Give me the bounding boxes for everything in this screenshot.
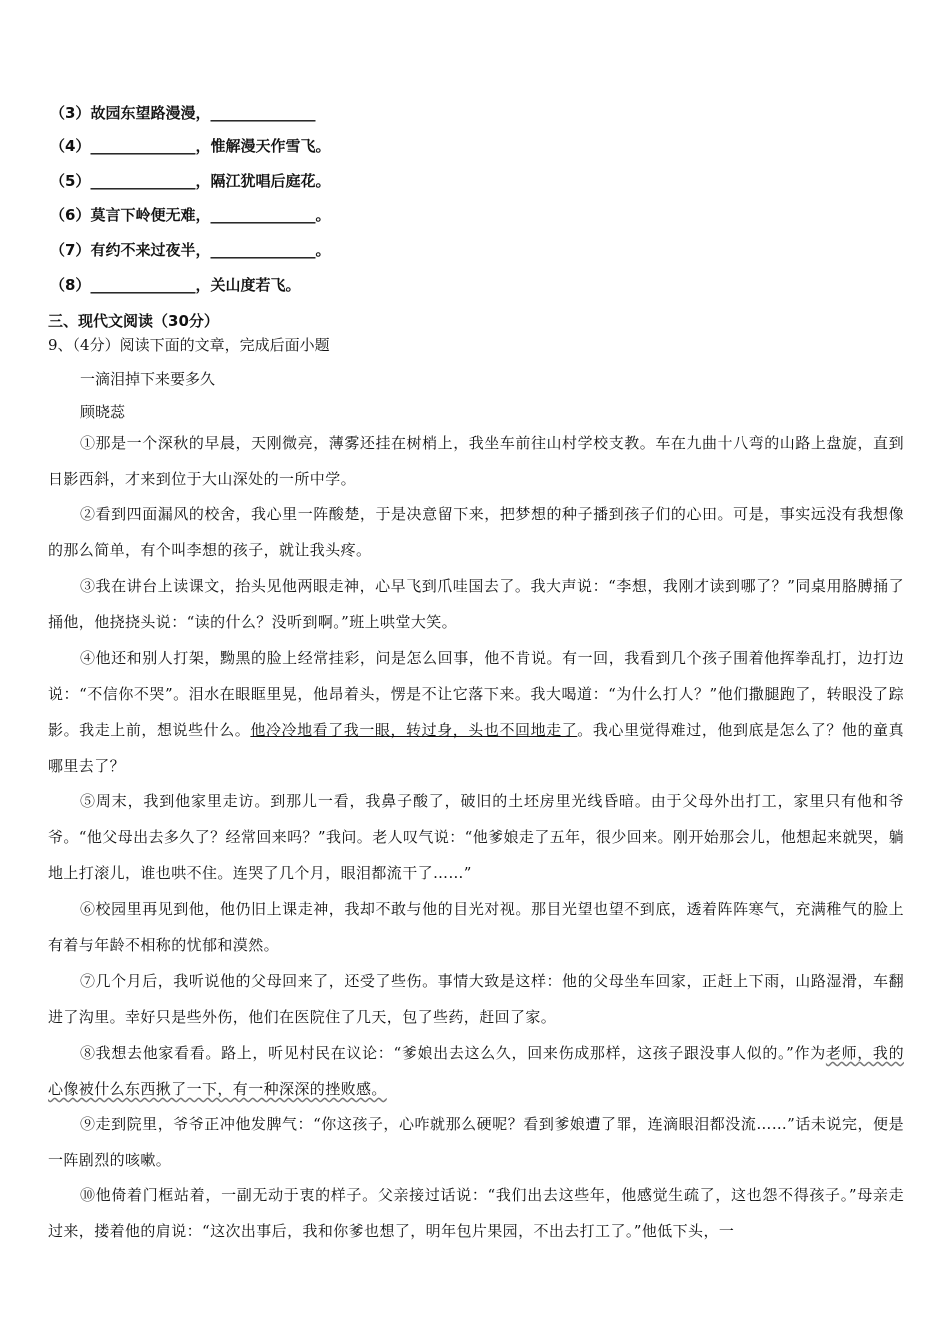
item-number: （3）: [50, 104, 91, 122]
section-heading: 三、现代文阅读（30分）: [48, 312, 219, 330]
article-title: 一滴泪掉下来要多久: [80, 370, 216, 388]
item-text: ______________，关山度若飞。: [90, 276, 301, 294]
question-prompt: 9、（4分）阅读下面的文章，完成后面小题: [48, 336, 330, 354]
paragraph-3: ③我在讲台上读课文，抬头见他两眼走神，心早飞到爪哇国去了。我大声说：“李想，我刚才读到哪了？”同桌用胳膊捅了捅他，他挠挠头说：“读的什么？没听到啊。”班上哄堂大笑。: [48, 577, 904, 631]
paragraph-10: ⑩他倚着门框站着，一副无动于衷的样子。父亲接过话说：“我们出去这些年，他感觉生疏了，这也怨不得孩子。”母亲走过来，搂着他的肩说：“这次出事后，我和你爹也想了，明年包片果园，不出去打工了。”他低下头，一: [48, 1186, 904, 1240]
paragraph-2: ②看到四面漏风的校舍，我心里一阵酸楚，于是决意留下来，把梦想的种子播到孩子们的心田。可是，事实远没有我想像的那么简单，有个叫李想的孩子，就让我头疼。: [48, 505, 904, 559]
item-text: 莫言下岭便无难，______________。: [90, 206, 331, 224]
item-number: （5）: [50, 172, 91, 190]
paragraph-6: ⑥校园里再见到他，他仍旧上课走神，我却不敢与他的目光对视。那目光望也望不到底，透着阵阵寒气，充满稚气的脸上有着与年龄不相称的忧郁和漠然。: [48, 900, 904, 954]
paragraph-7: ⑦几个月后，我听说他的父母回来了，还受了些伤。事情大致是这样：他的父母坐车回家，正赶上下雨，山路湿滑，车翻进了沟里。幸好只是些外伤，他们在医院住了几天，包了些药，赶回了家。: [48, 972, 904, 1026]
paragraph-4-text: ④他还和别人打架，黝黑的脸上经常挂彩，问是怎么回事，他不肯说。有一回，我看到几个孩子围着他挥拳乱打，边打边说：“不信你不哭”。泪水在眼眶里晃，他昂着头，愣是不让它落下来。我大喝道：“为什么打人？”他们撒腿跑了，转眼没了踪影。我走上前，想说些什么。: [48, 649, 904, 739]
paragraph-4: [48, 640, 904, 784]
article-author: 顾晓蕊: [80, 403, 126, 421]
fill-in-item: [50, 275, 300, 295]
paragraph-4-text-end: 。我心里觉得难过，他到底是怎么了？他的童真哪里去了？: [48, 721, 905, 775]
item-text: 有约不来过夜半，______________。: [90, 241, 331, 259]
wavy-underlined-sentence: 老师，我的心像被什么东西揪了一下，有一种深深的挫败感。: [48, 1044, 904, 1098]
paragraph-8-text: ⑧我想去他家看看。路上，听见村民在议论：“爹娘出去这么久，回来伤成那样，这孩子跟没事人似的。”作为: [80, 1044, 826, 1062]
paragraph-8: [48, 1035, 904, 1107]
item-text: ______________，惟解漫天作雪飞。: [90, 137, 331, 155]
item-text: 故园东望路漫漫，______________: [90, 104, 316, 122]
underlined-sentence: 他冷冷地看了我一眼，转过身，头也不回地走了: [250, 721, 578, 739]
fill-in-item: [50, 103, 315, 123]
fill-in-item: [50, 136, 330, 156]
fill-in-item: [50, 240, 330, 260]
fill-in-item: [50, 205, 330, 225]
paragraph-1: ①那是一个深秋的早晨，天刚微亮，薄雾还挂在树梢上，我坐车前往山村学校支教。车在九曲十八弯的山路上盘旋，直到日影西斜，才来到位于大山深处的一所中学。: [48, 434, 904, 488]
paragraph-5: ⑤周末，我到他家里走访。到那儿一看，我鼻子酸了，破旧的土坯房里光线昏暗。由于父母外出打工，家里只有他和爷爷。“他父母出去多久了？经常回来吗？”我问。老人叹气说：“他爹娘走了五年，很少回来。刚开始那会儿，他想起来就哭，躺地上打滚儿，谁也哄不住。连哭了几个月，眼泪都流干了……”: [48, 792, 904, 882]
fill-in-item: [50, 171, 330, 191]
item-text: ______________，隔江犹唱后庭花。: [90, 172, 331, 190]
item-number: （6）: [50, 206, 91, 224]
item-number: （4）: [50, 137, 91, 155]
item-number: （8）: [50, 276, 91, 294]
item-number: （7）: [50, 241, 91, 259]
paragraph-9: ⑨走到院里，爷爷正冲他发脾气：“你这孩子，心咋就那么硬呢？看到爹娘遭了罪，连滴眼泪都没流……”话未说完，便是一阵剧烈的咳嗽。: [48, 1115, 904, 1169]
